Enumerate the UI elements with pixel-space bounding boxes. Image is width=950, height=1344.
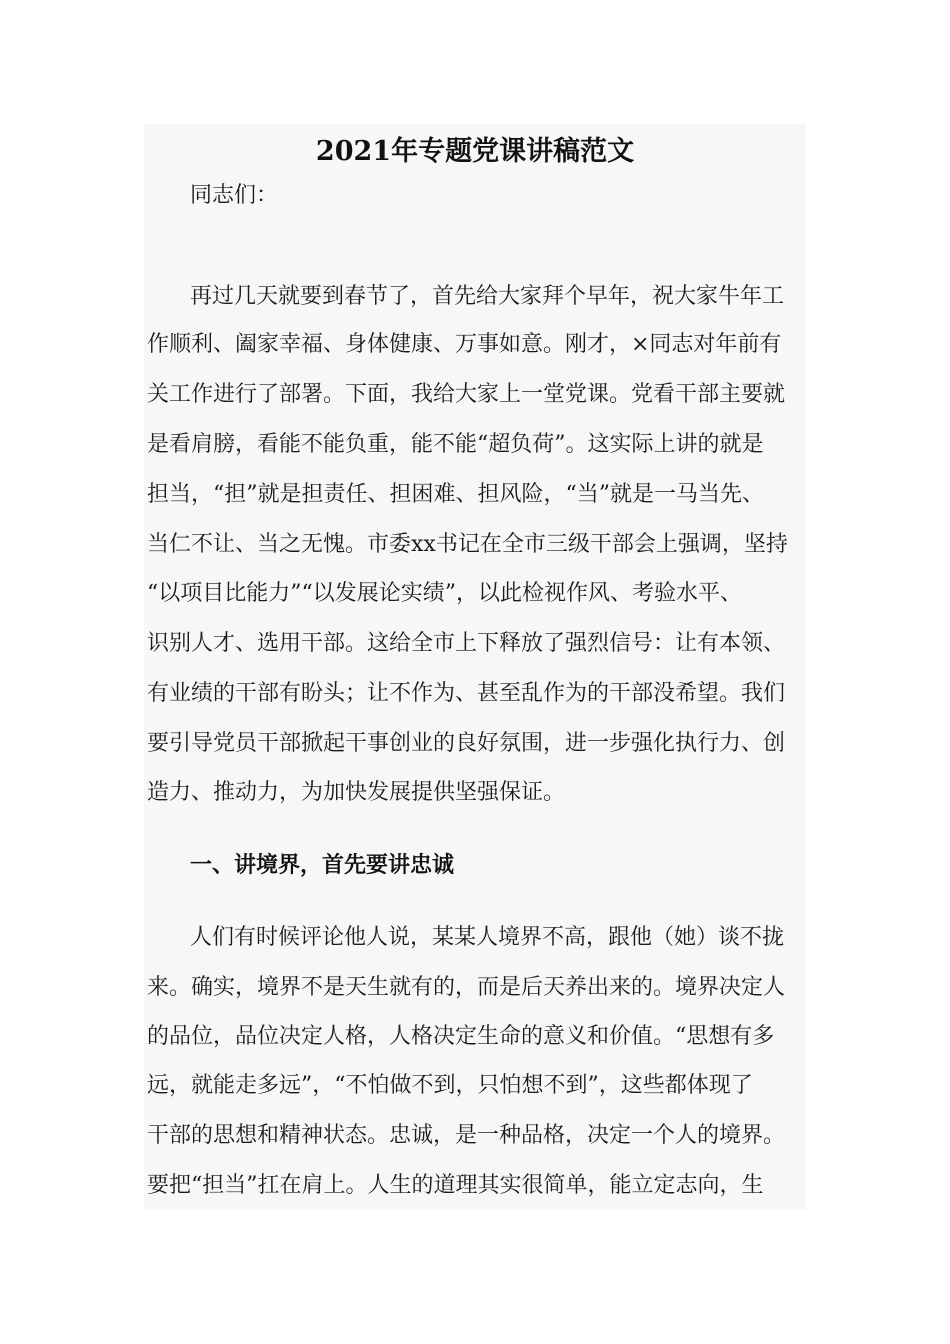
salutation: 同志们： bbox=[190, 183, 279, 208]
paragraph-line: 当仁不让、当之无愧。市委xx书记在全市三级干部会上强调，坚持 bbox=[147, 532, 788, 557]
document-title: 2021年专题党课讲稿范文 bbox=[315, 136, 635, 167]
paragraph-line: 要引导党员干部掀起干事创业的良好氛围，进一步强化执行力、创 bbox=[147, 731, 786, 756]
paragraph-line: 造力、推动力，为加快发展提供坚强保证。 bbox=[147, 780, 566, 805]
paragraph-line: “以项目比能力”“以发展论实绩”，以此检视作风、考验水平、 bbox=[147, 581, 742, 606]
paragraph-line: 来。确实，境界不是天生就有的，而是后天养出来的。境界决定人 bbox=[147, 975, 786, 1000]
paragraph-line: 再过几天就要到春节了，首先给大家拜个早年，祝大家牛年工 bbox=[190, 284, 785, 309]
paragraph-line: 是看肩膀，看能不能负重，能不能“超负荷”。这实际上讲的就是 bbox=[147, 432, 764, 457]
paragraph-line: 有业绩的干部有盼头；让不作为、甚至乱作为的干部没希望。我们 bbox=[147, 681, 786, 706]
paragraph-line: 远，就能走多远”，“不怕做不到，只怕想不到”，这些都体现了 bbox=[147, 1073, 753, 1098]
paragraph-line: 作顺利、阖家幸福、身体健康、万事如意。刚才，×同志对年前有 bbox=[147, 332, 782, 357]
section-heading: 一、讲境界，首先要讲忠诚 bbox=[190, 852, 455, 878]
paragraph-line: 人们有时候评论他人说，某某人境界不高，跟他（她）谈不拢 bbox=[190, 925, 785, 950]
paragraph-line: 关工作进行了部署。下面，我给大家上一堂党课。党看干部主要就 bbox=[147, 382, 786, 407]
paragraph-line: 的品位，品位决定人格，人格决定生命的意义和价值。“思想有多 bbox=[147, 1024, 775, 1049]
paragraph-line: 识别人才、选用干部。这给全市上下释放了强烈信号：让有本领、 bbox=[147, 631, 786, 656]
paragraph-line: 干部的思想和精神状态。忠诚，是一种品格，决定一个人的境界。 bbox=[147, 1123, 786, 1148]
paragraph-line: 要把“担当”扛在肩上。人生的道理其实很简单，能立定志向，生 bbox=[147, 1173, 764, 1198]
paragraph-line: 担当，“担”就是担责任、担困难、担风险，“当”就是一马当先、 bbox=[147, 482, 764, 507]
